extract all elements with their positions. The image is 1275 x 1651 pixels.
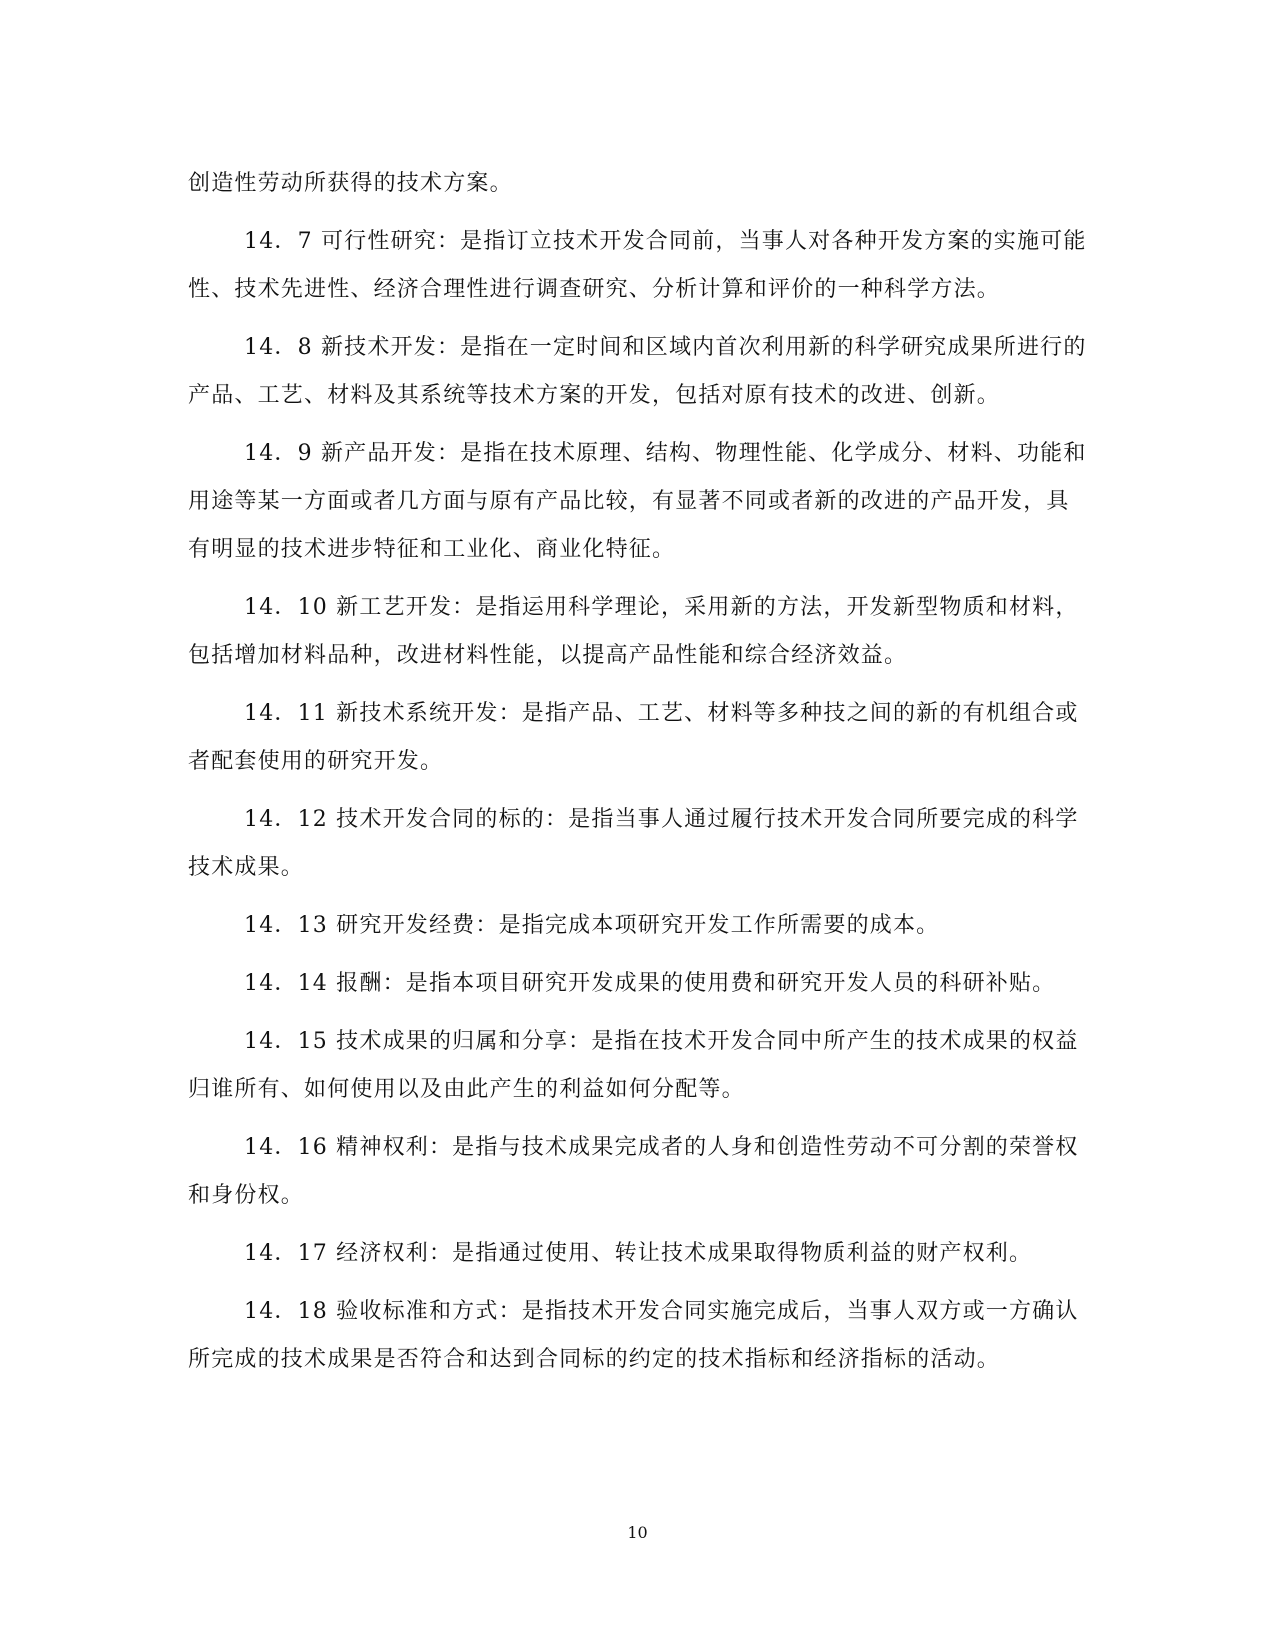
paragraph-14-9: 14．9 新产品开发：是指在技术原理、结构、物理性能、化学成分、材料、功能和用途等某一方面或者几方面与原有产品比较，有显著不同或者新的改进的产品开发，具有明显的技术进步特征和工业化、商业化特征。 — [188, 441, 1087, 562]
paragraph-14-7: 14．7 可行性研究：是指订立技术开发合同前，当事人对各种开发方案的实施可能性、技术先进性、经济合理性进行调查研究、分析计算和评价的一种科学方法。 — [188, 229, 1087, 302]
paragraph-14-16: 14．16 精神权利：是指与技术成果完成者的人身和创造性劳动不可分割的荣誉权和身份权。 — [188, 1135, 1079, 1208]
paragraph-14-12: 14．12 技术开发合同的标的：是指当事人通过履行技术开发合同所要完成的科学技术成果。 — [188, 807, 1079, 880]
paragraph-14-15: 14．15 技术成果的归属和分享：是指在技术开发合同中所产生的技术成果的权益归谁所有、如何使用以及由此产生的利益如何分配等。 — [188, 1029, 1079, 1102]
page-number: 10 — [627, 1523, 648, 1542]
paragraph-14-8: 14．8 新技术开发：是指在一定时间和区域内首次利用新的科学研究成果所进行的产品、工艺、材料及其系统等技术方案的开发，包括对原有技术的改进、创新。 — [188, 335, 1087, 408]
paragraph-14-13: 14．13 研究开发经费：是指完成本项研究开发工作所需要的成本。 — [244, 913, 940, 938]
paragraph-14-10: 14．10 新工艺开发：是指运用科学理论，采用新的方法，开发新型物质和材料，包括增加材料品种，改进材料性能，以提高产品性能和综合经济效益。 — [188, 595, 1079, 668]
body-text — [188, 160, 1088, 1394]
paragraph-14-18: 14．18 验收标准和方式：是指技术开发合同实施完成后，当事人双方或一方确认所完成的技术成果是否符合和达到合同标的约定的技术指标和经济指标的活动。 — [188, 1299, 1079, 1372]
paragraph-continuation: 创造性劳动所获得的技术方案。 — [188, 171, 513, 196]
paragraph-14-14: 14．14 报酬：是指本项目研究开发成果的使用费和研究开发人员的科研补贴。 — [244, 971, 1056, 996]
paragraph-14-11: 14．11 新技术系统开发：是指产品、工艺、材料等多种技之间的新的有机组合或者配套使用的研究开发。 — [188, 701, 1079, 774]
paragraph-14-17: 14．17 经济权利：是指通过使用、转让技术成果取得物质利益的财产权利。 — [244, 1241, 1033, 1266]
